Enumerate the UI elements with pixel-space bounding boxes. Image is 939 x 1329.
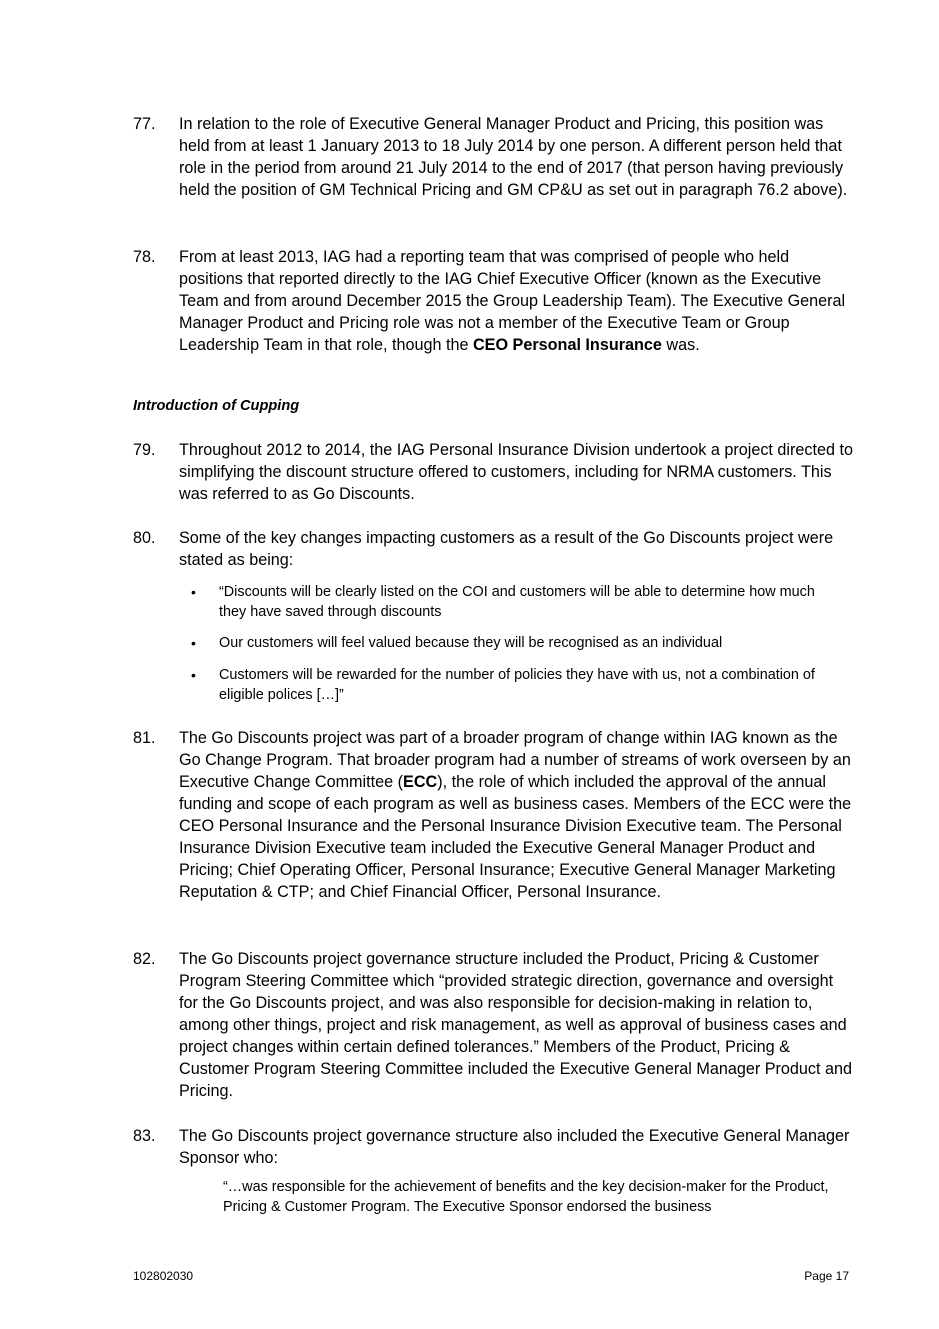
paragraph-text — [179, 246, 853, 356]
paragraph-number: 80. — [133, 529, 156, 547]
paragraph-text — [179, 727, 853, 903]
list-item — [191, 583, 841, 622]
paragraph-text-part: The Go Discounts project was part of a broader program of change within IAG known as the Go Change Program. That broader program had a number of streams of work overseen by an Executive Change Committee ( — [179, 729, 851, 791]
paragraph-text-part: was. — [661, 336, 700, 354]
paragraph-number: 77. — [133, 115, 156, 133]
defined-term: CEO Personal Insurance — [472, 336, 662, 354]
paragraph-80 — [133, 527, 853, 571]
paragraph-text: The Go Discounts project governance structure included the Product, Pricing & Customer Program Steering Committee which “provided strategic direction, governance and oversight for the Go Discounts project, and was also responsible for decision-making in relation to, among other things, project and risk management, as well as approval of business cases and project changes within certain defined tolerances.” Members of the Product, Pricing & Customer Program Steering Committee included the Executive General Manager Product and Pricing. — [179, 950, 853, 1100]
paragraph-number: 83. — [133, 1127, 156, 1145]
paragraph-81 — [133, 727, 853, 903]
list-item — [191, 634, 841, 654]
list-item — [191, 666, 841, 705]
bullet-icon: • — [191, 667, 196, 683]
defined-term: ECC — [403, 773, 438, 791]
paragraph-number: 78. — [133, 248, 156, 266]
document-id: 102802030 — [133, 1269, 194, 1283]
paragraph-text: The Go Discounts project governance structure also included the Executive General Manager Sponsor who: — [179, 1127, 850, 1167]
paragraph-79 — [133, 439, 853, 505]
paragraph-number: 79. — [133, 441, 156, 459]
paragraph-text-part: From at least 2013, IAG had a reporting team that was comprised of people who held positions that reported directly to the IAG Chief Executive Officer (known as the Executive Team and from around December 2015 the Group Leadership Team). The Executive General Manager Product and Pricing role was not a member of the Executive Team or Group Leadership Team in that role, though the — [179, 248, 846, 354]
bullet-icon: • — [191, 584, 196, 600]
paragraph-77 — [133, 113, 853, 201]
page-number: Page 17 — [804, 1269, 849, 1283]
list-item-text: Our customers will feel valued because they will be recognised as an individual — [219, 635, 723, 651]
paragraph-text-part: ), the role of which included the approval of the annual funding and scope of each program as well as business cases. Members of the ECC were the CEO Personal Insurance and the Personal Insurance Division Executive team. The Personal Insurance Division Executive team included the Executive General Manager Product and Pricing; Chief Operating Officer, Personal Insurance; Executive General Manager Marketing Reputation & CTP; and Chief Financial Officer, Personal Insurance. — [179, 773, 852, 901]
list-item-text: Customers will be rewarded for the number of policies they have with us, not a combination of eligible polices […]” — [219, 667, 815, 703]
paragraph-82 — [133, 948, 853, 1102]
list-item-text: “Discounts will be clearly listed on the COI and customers will be able to determine how much they have saved through discounts — [219, 584, 815, 620]
paragraph-number: 81. — [133, 729, 156, 747]
paragraph-text: In relation to the role of Executive General Manager Product and Pricing, this position was held from at least 1 January 2013 to 18 July 2014 by one person. A different person held that role in the period from around 21 July 2014 to the end of 2017 (that person having previously held the position of GM Technical Pricing and GM CP&U as set out in paragraph 76.2 above). — [179, 115, 848, 199]
paragraph-number: 82. — [133, 950, 156, 968]
bullet-icon: • — [191, 635, 196, 651]
section-heading: Introduction of Cupping — [133, 398, 300, 414]
paragraph-78 — [133, 246, 853, 356]
paragraph-text: Some of the key changes impacting customers as a result of the Go Discounts project were stated as being: — [179, 529, 834, 569]
block-quote: “…was responsible for the achievement of benefits and the key decision-maker for the Product, Pricing & Customer Program. The Executive Sponsor endorsed the business — [223, 1179, 829, 1215]
paragraph-text: Throughout 2012 to 2014, the IAG Personal Insurance Division undertook a project directed to simplifying the discount structure offered to customers, including for NRMA customers. This was referred to as Go Discounts. — [179, 441, 853, 503]
paragraph-83 — [133, 1125, 853, 1169]
